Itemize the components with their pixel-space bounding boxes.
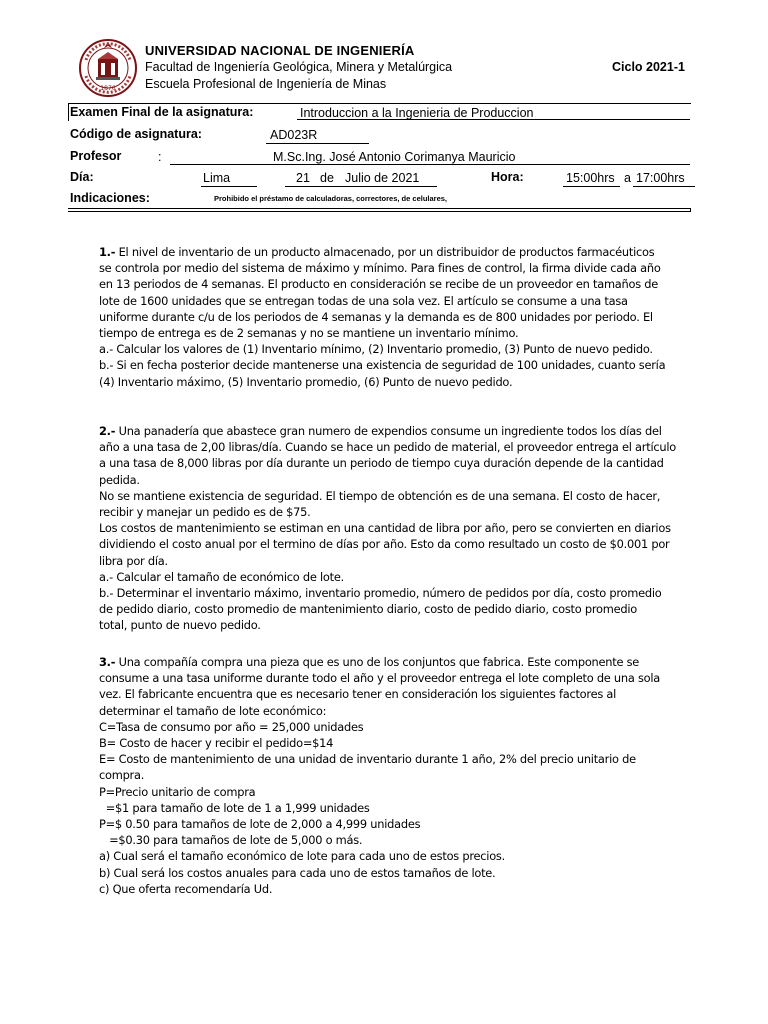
exam-course-value: Introduccion a la Ingenieria de Produccion bbox=[300, 106, 534, 120]
question-3-number: 3.- bbox=[99, 655, 116, 669]
date-underline bbox=[285, 186, 437, 187]
course-code-value: AD023R bbox=[270, 128, 318, 142]
question-line: en 13 periodos de 4 semanas. El producto en consideración se recibe de un proveedor en tamaños de bbox=[99, 277, 659, 292]
question-line: vez. El fabricante encuentra que es necesario tener en consideración los siguientes factores al bbox=[99, 687, 617, 702]
question-line: de pedido diario, costo promedio de mantenimiento diario, costo de pedido diario, costo promedio bbox=[99, 602, 637, 617]
time-start-underline bbox=[563, 186, 620, 187]
professor-label: Profesor bbox=[70, 149, 122, 163]
question-line: libra por día. bbox=[99, 553, 168, 568]
question-line: total, punto de nuevo pedido. bbox=[99, 618, 261, 633]
time-separator: a bbox=[624, 171, 631, 185]
exam-label: Examen Final de la asignatura: bbox=[70, 105, 254, 119]
table-left-border bbox=[68, 103, 69, 121]
time-end-underline bbox=[633, 186, 695, 187]
question-line: a.- Calcular el tamaño de económico de lote. bbox=[99, 569, 344, 584]
question-line: 3.- Una compañía compra una pieza que es uno de los conjuntos que fabrica. Este componente se bbox=[99, 655, 640, 669]
table-right-tick bbox=[690, 208, 691, 212]
day-de: de bbox=[320, 171, 334, 185]
professor-name: M.Sc.Ing. José Antonio Corimanya Mauricio bbox=[273, 150, 516, 164]
time-start: 15:00hrs bbox=[566, 171, 615, 185]
course-code-label: Código de asignatura: bbox=[70, 127, 202, 141]
school-name: Escuela Profesional de Ingeniería de Minas bbox=[145, 77, 387, 91]
question-line: tiempo de entrega es de 2 semanas y no se mantiene un inventario mínimo. bbox=[99, 326, 519, 341]
professor-underline bbox=[170, 164, 690, 165]
question-3 bbox=[99, 654, 709, 897]
question-line: a) Cual será el tamaño económico de lote para cada uno de estos precios. bbox=[99, 849, 505, 864]
city-value: Lima bbox=[203, 171, 231, 185]
table-bottom-border-1 bbox=[68, 208, 691, 209]
question-line: uniforme durante c/u de los periodos de 4 semanas y la demanda es de 800 unidades por periodo. El bbox=[99, 309, 653, 324]
faculty-name: Facultad de Ingeniería Geológica, Minera y Metalúrgica bbox=[145, 60, 453, 74]
question-line: c) Que oferta recomendaría Ud. bbox=[99, 881, 273, 896]
question-2-number: 2.- bbox=[99, 424, 116, 438]
time-label: Hora: bbox=[491, 170, 524, 184]
question-line: P=Precio unitario de compra bbox=[99, 784, 256, 799]
question-line: consume a una tasa uniforme durante todo el año y el proveedor entrega el lote completo de una sola bbox=[99, 671, 661, 686]
question-line: b.- Si en fecha posterior decide mantenerse una existencia de seguridad de 100 unidades, cuanto sería bbox=[99, 358, 666, 373]
university-seal-logo bbox=[78, 38, 138, 98]
question-line: dividiendo el costo anual por el termino de días por año. Esto da como resultado un costo de $0.001 por bbox=[99, 537, 670, 552]
indications-label: Indicaciones: bbox=[70, 191, 150, 205]
question-line: 1.- El nivel de inventario de un producto almacenado, por un distribuidor de productos farmacéuticos bbox=[99, 245, 655, 259]
question-line: pedida. bbox=[99, 472, 140, 487]
svg-text:1876: 1876 bbox=[100, 85, 116, 92]
question-line: P=$ 0.50 para tamaños de lote de 2,000 a 4,999 unidades bbox=[99, 817, 421, 832]
day-number: 21 bbox=[296, 171, 310, 185]
question-line: recibir y manejar un pedido es de $75. bbox=[99, 505, 311, 520]
question-line: año a una tasa de 2,00 libras/día. Cuando se hace un pedido de material, el proveedor entrega el artículo bbox=[99, 440, 676, 455]
question-line: E= Costo de mantenimiento de una unidad de inventario durante 1 año, 2% del precio unitario de bbox=[99, 752, 636, 767]
table-top-border bbox=[68, 103, 691, 104]
professor-colon: : bbox=[158, 150, 162, 164]
code-underline bbox=[266, 143, 369, 144]
question-1 bbox=[99, 244, 709, 390]
question-line: Los costos de mantenimiento se estiman en una cantidad de libra por año, pero se convierten en diarios bbox=[99, 521, 671, 536]
question-line: b.- Determinar el inventario máximo, inventario promedio, número de pedidos por día, costo promedio bbox=[99, 586, 662, 601]
question-line: B= Costo de hacer y recibir el pedido=$14 bbox=[99, 736, 334, 751]
question-line: a.- Calcular los valores de (1) Inventario mínimo, (2) Inventario promedio, (3) Punto de nuevo pedido. bbox=[99, 342, 653, 357]
question-line: compra. bbox=[99, 768, 145, 783]
indications-text: Prohibido el préstamo de calculadoras, correctores, de celulares, bbox=[214, 194, 448, 203]
question-line: =$1 para tamaño de lote de 1 a 1,999 unidades bbox=[99, 800, 370, 815]
exam-underline bbox=[297, 119, 690, 120]
city-underline bbox=[201, 186, 257, 187]
question-line: 2.- Una panadería que abastece gran numero de expendios consume un ingrediente todos los días del bbox=[99, 424, 662, 438]
question-line: C=Tasa de consumo por año = 25,000 unidades bbox=[99, 719, 364, 734]
question-1-number: 1.- bbox=[99, 245, 116, 259]
university-name: UNIVERSIDAD NACIONAL DE INGENIERÍA bbox=[145, 43, 415, 58]
question-line: lote de 1600 unidades que se entregan todas de una sola vez. El artículo se consume a una tasa bbox=[99, 293, 628, 308]
day-label: Día: bbox=[70, 170, 94, 184]
question-line: =$0.30 para tamaños de lote de 5,000 o más. bbox=[99, 833, 363, 848]
question-line: (4) Inventario máximo, (5) Inventario promedio, (6) Punto de nuevo pedido. bbox=[99, 374, 513, 389]
question-line: No se mantiene existencia de seguridad. El tiempo de obtención es de una semana. El costo de hacer, bbox=[99, 488, 661, 503]
month-year: Julio de 2021 bbox=[345, 171, 420, 185]
question-line: a una tasa de 8,000 libras por día durante un periodo de tiempo cuya duración depende de la cantidad bbox=[99, 456, 664, 471]
question-line: determinar el tamaño de lote económico: bbox=[99, 703, 327, 718]
question-line: se controla por medio del sistema de máximo y mínimo. Para fines de control, la firma divide cada año bbox=[99, 261, 661, 276]
time-end: 17:00hrs bbox=[636, 171, 685, 185]
academic-cycle: Ciclo 2021-1 bbox=[612, 60, 685, 74]
question-2 bbox=[99, 423, 709, 634]
table-bottom-border-2 bbox=[68, 211, 691, 212]
question-line: b) Cual será los costos anuales para cada uno de estos tamaños de lote. bbox=[99, 865, 496, 880]
